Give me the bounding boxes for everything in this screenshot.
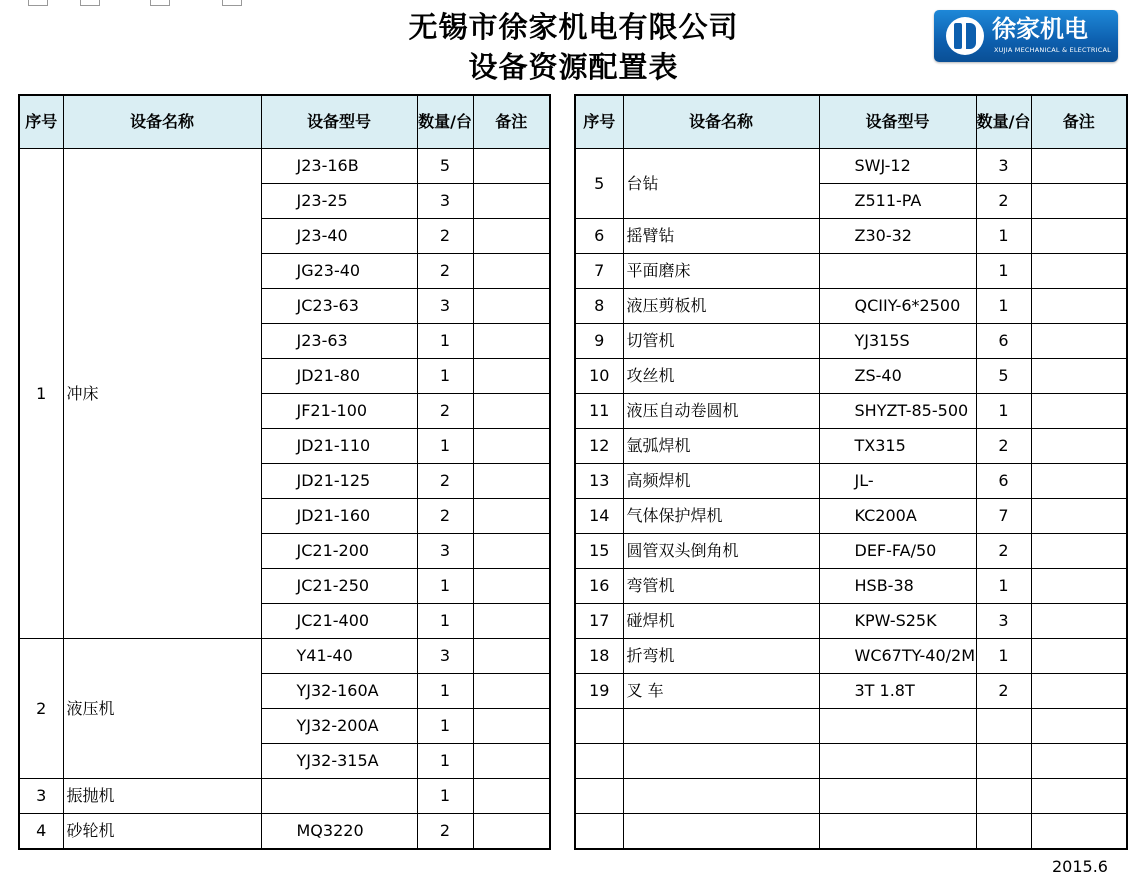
table-row bbox=[575, 674, 1127, 709]
qty-cell: 1 bbox=[976, 254, 1031, 289]
model-cell: MQ3220 bbox=[261, 814, 417, 850]
equipment-name-cell bbox=[623, 814, 819, 850]
seq-cell: 18 bbox=[575, 639, 623, 674]
table-row bbox=[19, 149, 550, 184]
model-cell: JC21-400 bbox=[261, 604, 417, 639]
model-cell: JF21-100 bbox=[261, 394, 417, 429]
model-cell: KPW-S25K bbox=[819, 604, 976, 639]
note-cell bbox=[1031, 324, 1127, 359]
note-cell bbox=[1031, 744, 1127, 779]
qty-cell: 2 bbox=[417, 219, 473, 254]
table-row bbox=[19, 814, 550, 850]
qty-cell bbox=[976, 779, 1031, 814]
header-qty: 数量/台 bbox=[417, 95, 473, 149]
equipment-name-cell: 折弯机 bbox=[623, 639, 819, 674]
table-row bbox=[575, 534, 1127, 569]
equipment-name-cell: 气体保护焊机 bbox=[623, 499, 819, 534]
note-cell bbox=[473, 324, 550, 359]
qty-cell: 2 bbox=[417, 464, 473, 499]
model-cell: Z511-PA bbox=[819, 184, 976, 219]
model-cell: J23-25 bbox=[261, 184, 417, 219]
table-row bbox=[575, 429, 1127, 464]
equipment-name-cell bbox=[623, 744, 819, 779]
model-cell: DEF-FA/50 bbox=[819, 534, 976, 569]
equipment-table-right bbox=[574, 94, 1128, 850]
model-cell: J23-16B bbox=[261, 149, 417, 184]
seq-cell: 2 bbox=[19, 639, 63, 779]
model-cell: J23-63 bbox=[261, 324, 417, 359]
note-cell bbox=[1031, 394, 1127, 429]
note-cell bbox=[473, 534, 550, 569]
model-cell: Z30-32 bbox=[819, 219, 976, 254]
equipment-name-cell: 台钻 bbox=[623, 149, 819, 219]
qty-cell: 1 bbox=[417, 779, 473, 814]
table-row bbox=[575, 639, 1127, 674]
header-name: 设备名称 bbox=[623, 95, 819, 149]
qty-cell: 3 bbox=[976, 149, 1031, 184]
note-cell bbox=[1031, 709, 1127, 744]
note-cell bbox=[473, 184, 550, 219]
header-model: 设备型号 bbox=[819, 95, 976, 149]
note-cell bbox=[1031, 779, 1127, 814]
qty-cell: 1 bbox=[417, 359, 473, 394]
company-logo bbox=[934, 10, 1118, 62]
model-cell: JC21-200 bbox=[261, 534, 417, 569]
equipment-name-cell: 攻丝机 bbox=[623, 359, 819, 394]
note-cell bbox=[473, 674, 550, 709]
equipment-name-cell: 弯管机 bbox=[623, 569, 819, 604]
model-cell: KC200A bbox=[819, 499, 976, 534]
seq-cell: 15 bbox=[575, 534, 623, 569]
qty-cell bbox=[976, 814, 1031, 850]
table-row bbox=[19, 779, 550, 814]
table-row bbox=[19, 639, 550, 674]
model-cell: ZS-40 bbox=[819, 359, 976, 394]
model-cell: JL- bbox=[819, 464, 976, 499]
note-cell bbox=[1031, 254, 1127, 289]
equipment-table-left bbox=[18, 94, 551, 850]
model-cell: 3T 1.8T bbox=[819, 674, 976, 709]
equipment-name-cell: 液压自动卷圆机 bbox=[623, 394, 819, 429]
qty-cell: 1 bbox=[417, 709, 473, 744]
note-cell bbox=[473, 569, 550, 604]
model-cell: SWJ-12 bbox=[819, 149, 976, 184]
model-cell: SHYZT-85-500 bbox=[819, 394, 976, 429]
note-cell bbox=[1031, 429, 1127, 464]
note-cell bbox=[1031, 219, 1127, 254]
table-row bbox=[575, 289, 1127, 324]
equipment-name-cell: 液压剪板机 bbox=[623, 289, 819, 324]
seq-cell: 11 bbox=[575, 394, 623, 429]
note-cell bbox=[1031, 149, 1127, 184]
model-cell: YJ32-315A bbox=[261, 744, 417, 779]
document-date: 2015.6 bbox=[1052, 857, 1108, 876]
model-cell bbox=[819, 814, 976, 850]
note-cell bbox=[473, 744, 550, 779]
model-cell: JD21-160 bbox=[261, 499, 417, 534]
equipment-name-cell: 高频焊机 bbox=[623, 464, 819, 499]
note-cell bbox=[473, 394, 550, 429]
model-cell: HSB-38 bbox=[819, 569, 976, 604]
equipment-name-cell: 振抛机 bbox=[63, 779, 261, 814]
table-header-row bbox=[19, 95, 550, 149]
header-note: 备注 bbox=[473, 95, 550, 149]
note-cell bbox=[473, 464, 550, 499]
table-row bbox=[575, 604, 1127, 639]
empty-row bbox=[575, 814, 1127, 850]
qty-cell: 2 bbox=[976, 184, 1031, 219]
equipment-name-cell: 叉 车 bbox=[623, 674, 819, 709]
model-cell: YJ315S bbox=[819, 324, 976, 359]
model-cell: JC21-250 bbox=[261, 569, 417, 604]
seq-cell: 9 bbox=[575, 324, 623, 359]
qty-cell: 1 bbox=[417, 569, 473, 604]
model-cell: QCIIY-6*2500 bbox=[819, 289, 976, 324]
seq-cell bbox=[575, 779, 623, 814]
model-cell: JD21-80 bbox=[261, 359, 417, 394]
table-row bbox=[575, 394, 1127, 429]
note-cell bbox=[473, 289, 550, 324]
header-seq: 序号 bbox=[19, 95, 63, 149]
sheet-corner-marker bbox=[28, 0, 48, 6]
note-cell bbox=[473, 254, 550, 289]
note-cell bbox=[473, 779, 550, 814]
qty-cell: 5 bbox=[417, 149, 473, 184]
qty-cell: 1 bbox=[976, 394, 1031, 429]
qty-cell: 7 bbox=[976, 499, 1031, 534]
equipment-name-cell: 液压机 bbox=[63, 639, 261, 779]
table-row bbox=[575, 254, 1127, 289]
table-row bbox=[575, 464, 1127, 499]
model-cell: JC23-63 bbox=[261, 289, 417, 324]
equipment-name-cell bbox=[623, 709, 819, 744]
equipment-name-cell: 冲床 bbox=[63, 149, 261, 639]
seq-cell: 10 bbox=[575, 359, 623, 394]
seq-cell: 1 bbox=[19, 149, 63, 639]
model-cell: J23-40 bbox=[261, 219, 417, 254]
qty-cell bbox=[976, 744, 1031, 779]
qty-cell: 3 bbox=[417, 639, 473, 674]
note-cell bbox=[1031, 464, 1127, 499]
qty-cell: 2 bbox=[976, 429, 1031, 464]
equipment-name-cell: 圆管双头倒角机 bbox=[623, 534, 819, 569]
header-name: 设备名称 bbox=[63, 95, 261, 149]
seq-cell bbox=[575, 709, 623, 744]
note-cell bbox=[1031, 674, 1127, 709]
qty-cell bbox=[976, 709, 1031, 744]
note-cell bbox=[473, 359, 550, 394]
equipment-name-cell: 砂轮机 bbox=[63, 814, 261, 850]
model-cell: JG23-40 bbox=[261, 254, 417, 289]
logo-subtitle: XUJIA MECHANICAL & ELECTRICAL bbox=[994, 46, 1111, 54]
qty-cell: 2 bbox=[976, 674, 1031, 709]
seq-cell: 16 bbox=[575, 569, 623, 604]
note-cell bbox=[473, 149, 550, 184]
seq-cell: 5 bbox=[575, 149, 623, 219]
equipment-name-cell bbox=[623, 779, 819, 814]
table-row bbox=[575, 149, 1127, 184]
note-cell bbox=[473, 639, 550, 674]
logo-emblem-icon bbox=[946, 17, 984, 55]
model-cell: YJ32-160A bbox=[261, 674, 417, 709]
qty-cell: 1 bbox=[417, 674, 473, 709]
sheet-corner-marker bbox=[80, 0, 100, 6]
seq-cell: 4 bbox=[19, 814, 63, 850]
seq-cell bbox=[575, 744, 623, 779]
sheet-corner-marker bbox=[150, 0, 170, 6]
note-cell bbox=[473, 219, 550, 254]
note-cell bbox=[1031, 604, 1127, 639]
empty-row bbox=[575, 744, 1127, 779]
logo-name: 徐家机电 bbox=[992, 15, 1088, 43]
note-cell bbox=[1031, 184, 1127, 219]
note-cell bbox=[1031, 499, 1127, 534]
qty-cell: 2 bbox=[417, 814, 473, 850]
qty-cell: 1 bbox=[417, 324, 473, 359]
equipment-name-cell: 平面磨床 bbox=[623, 254, 819, 289]
qty-cell: 3 bbox=[976, 604, 1031, 639]
table-row bbox=[575, 219, 1127, 254]
document-title: 设备资源配置表 bbox=[468, 50, 679, 84]
note-cell bbox=[1031, 289, 1127, 324]
empty-row bbox=[575, 779, 1127, 814]
seq-cell: 13 bbox=[575, 464, 623, 499]
seq-cell: 12 bbox=[575, 429, 623, 464]
equipment-name-cell: 切管机 bbox=[623, 324, 819, 359]
seq-cell: 8 bbox=[575, 289, 623, 324]
qty-cell: 1 bbox=[417, 429, 473, 464]
model-cell: YJ32-200A bbox=[261, 709, 417, 744]
equipment-name-cell: 氩弧焊机 bbox=[623, 429, 819, 464]
seq-cell: 7 bbox=[575, 254, 623, 289]
model-cell: TX315 bbox=[819, 429, 976, 464]
seq-cell: 3 bbox=[19, 779, 63, 814]
qty-cell: 3 bbox=[417, 184, 473, 219]
table-row bbox=[575, 359, 1127, 394]
equipment-name-cell: 摇臂钻 bbox=[623, 219, 819, 254]
note-cell bbox=[1031, 359, 1127, 394]
table-row bbox=[575, 569, 1127, 604]
qty-cell: 1 bbox=[417, 604, 473, 639]
sheet-corner-marker bbox=[222, 0, 242, 6]
company-title: 无锡市徐家机电有限公司 bbox=[408, 10, 739, 44]
note-cell bbox=[473, 499, 550, 534]
model-cell bbox=[819, 254, 976, 289]
note-cell bbox=[473, 604, 550, 639]
note-cell bbox=[1031, 639, 1127, 674]
qty-cell: 1 bbox=[976, 289, 1031, 324]
model-cell bbox=[819, 744, 976, 779]
note-cell bbox=[473, 429, 550, 464]
seq-cell bbox=[575, 814, 623, 850]
qty-cell: 2 bbox=[417, 254, 473, 289]
seq-cell: 19 bbox=[575, 674, 623, 709]
qty-cell: 3 bbox=[417, 534, 473, 569]
model-cell: JD21-110 bbox=[261, 429, 417, 464]
model-cell bbox=[261, 779, 417, 814]
note-cell bbox=[1031, 569, 1127, 604]
model-cell: JD21-125 bbox=[261, 464, 417, 499]
model-cell bbox=[819, 779, 976, 814]
table-row bbox=[575, 324, 1127, 359]
qty-cell: 6 bbox=[976, 464, 1031, 499]
seq-cell: 6 bbox=[575, 219, 623, 254]
note-cell bbox=[473, 709, 550, 744]
qty-cell: 6 bbox=[976, 324, 1031, 359]
equipment-name-cell: 碰焊机 bbox=[623, 604, 819, 639]
note-cell bbox=[1031, 814, 1127, 850]
table-header-row bbox=[575, 95, 1127, 149]
seq-cell: 17 bbox=[575, 604, 623, 639]
qty-cell: 2 bbox=[976, 534, 1031, 569]
model-cell: Y41-40 bbox=[261, 639, 417, 674]
header-model: 设备型号 bbox=[261, 95, 417, 149]
note-cell bbox=[473, 814, 550, 850]
qty-cell: 2 bbox=[417, 394, 473, 429]
empty-row bbox=[575, 709, 1127, 744]
model-cell: WC67TY-40/2M bbox=[819, 639, 976, 674]
table-row bbox=[575, 499, 1127, 534]
qty-cell: 1 bbox=[976, 639, 1031, 674]
header-note: 备注 bbox=[1031, 95, 1127, 149]
qty-cell: 1 bbox=[976, 219, 1031, 254]
qty-cell: 2 bbox=[417, 499, 473, 534]
qty-cell: 5 bbox=[976, 359, 1031, 394]
model-cell bbox=[819, 709, 976, 744]
note-cell bbox=[1031, 534, 1127, 569]
header-seq: 序号 bbox=[575, 95, 623, 149]
qty-cell: 1 bbox=[417, 744, 473, 779]
seq-cell: 14 bbox=[575, 499, 623, 534]
qty-cell: 1 bbox=[976, 569, 1031, 604]
header-qty: 数量/台 bbox=[976, 95, 1031, 149]
qty-cell: 3 bbox=[417, 289, 473, 324]
